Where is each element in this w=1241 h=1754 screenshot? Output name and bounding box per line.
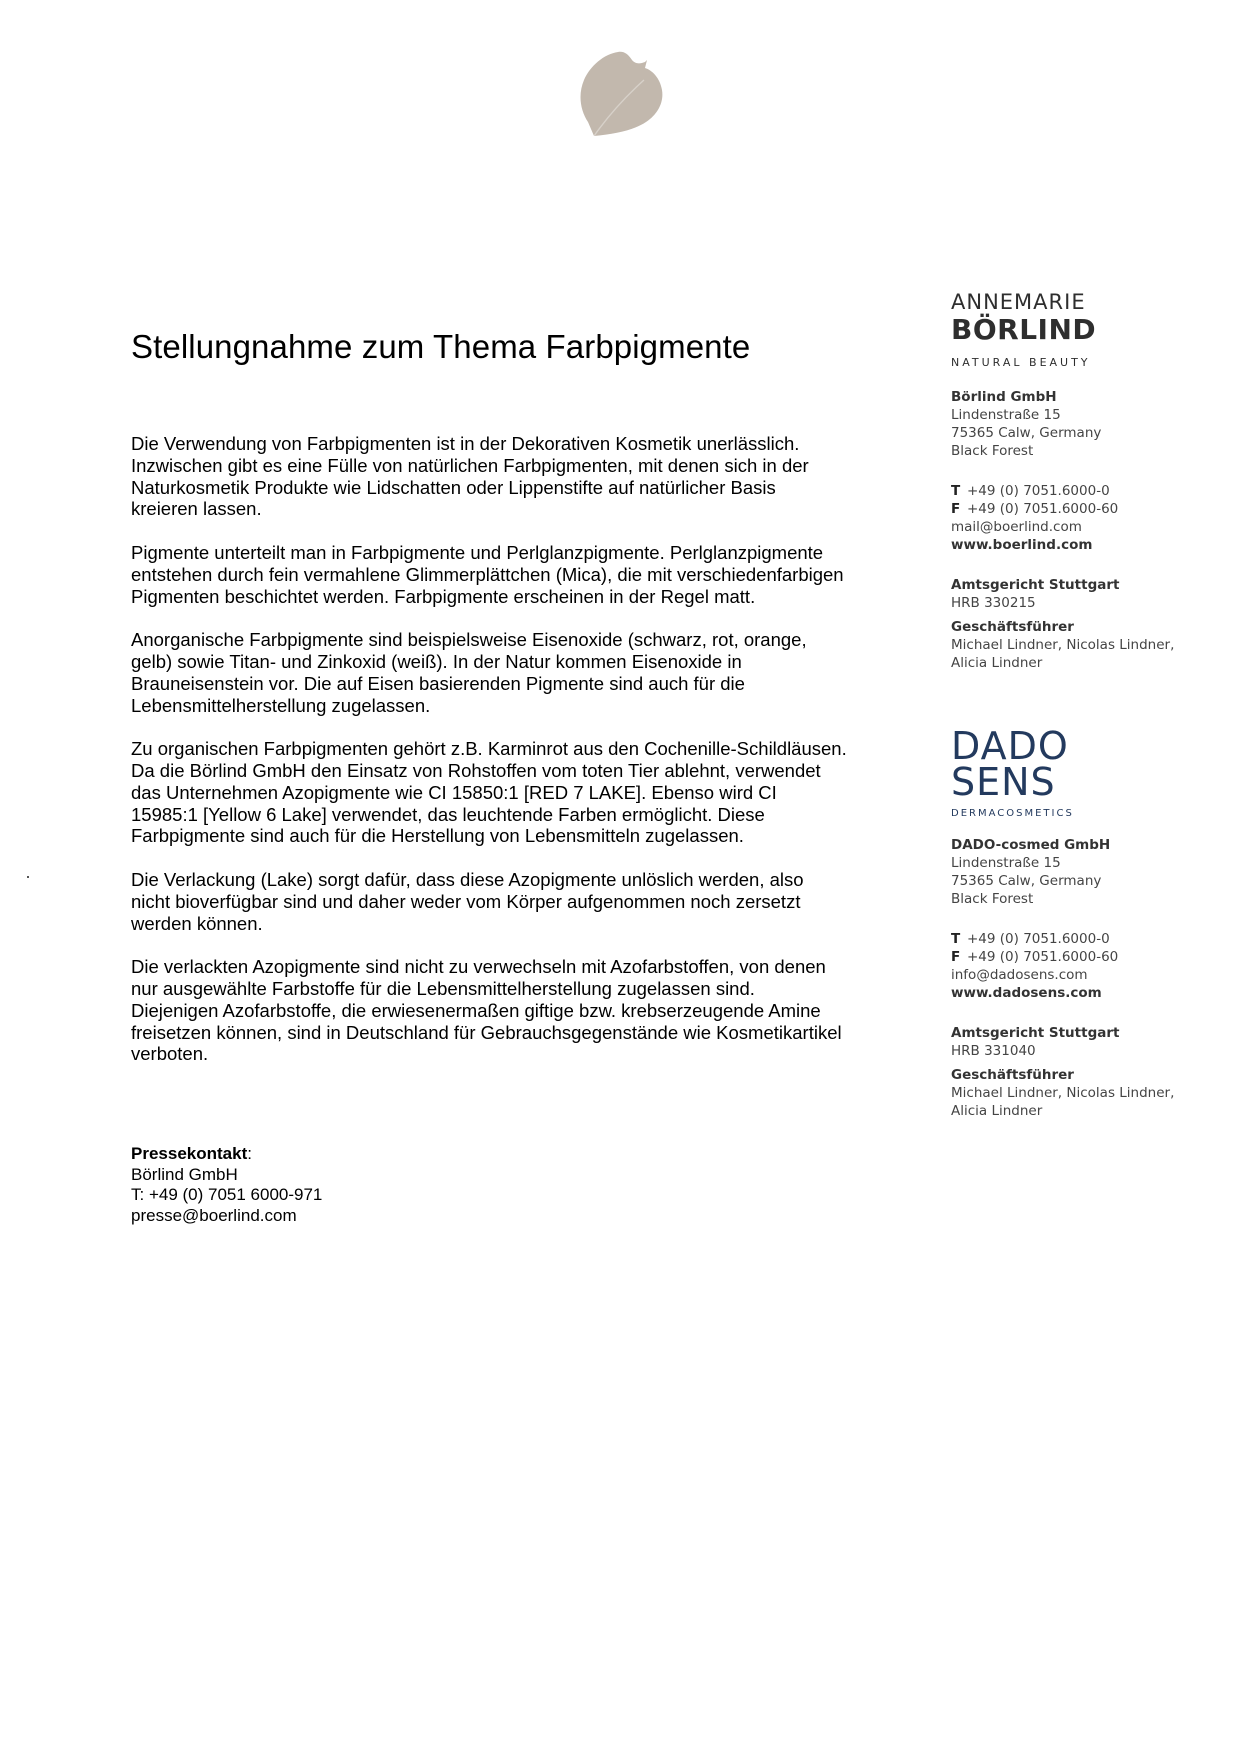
fax-key: F bbox=[951, 501, 961, 517]
boerlind-mail: mail@boerlind.com bbox=[951, 519, 1082, 535]
tel-key: T bbox=[951, 931, 961, 947]
boerlind-ceo-line2: Alicia Lindner bbox=[951, 655, 1043, 671]
boerlind-street: Lindenstraße 15 bbox=[951, 407, 1061, 423]
boerlind-court bbox=[951, 576, 1119, 612]
press-contact bbox=[131, 1144, 322, 1226]
dado-court-label: Amtsgericht Stuttgart bbox=[951, 1025, 1120, 1041]
boerlind-ceo-line1: Michael Lindner, Nicolas Lindner, bbox=[951, 637, 1175, 653]
paragraph: Die Verwendung von Farbpigmenten ist in der Dekorativen Kosmetik unerlässlich. Inzwischen gibt es eine Fülle von natürlichen Farbpigmenten, mit denen sich in der Naturkosmetik Produkte wie Lidschatten oder Lippenstifte auf natürlicher Basis kreieren lassen. bbox=[131, 433, 809, 520]
press-company: Börlind GmbH bbox=[131, 1164, 238, 1184]
paragraph: Anorganische Farbpigmente sind beispielsweise Eisenoxide (schwarz, rot, orange, gelb) sowie Titan- und Zinkoxid (weiß). In der Natur kommen Eisenoxide in Brauneisenstein vor. Die auf Eisen basierenden Pigmente sind auch für die Lebensmittelherstellung zugelassen. bbox=[131, 629, 807, 716]
dado-region: Black Forest bbox=[951, 891, 1034, 907]
dado-city: 75365 Calw, Germany bbox=[951, 873, 1102, 889]
page-title: Stellungnahme zum Thema Farbpigmente bbox=[131, 328, 751, 365]
boerlind-court-label: Amtsgericht Stuttgart bbox=[951, 577, 1120, 593]
dado-street: Lindenstraße 15 bbox=[951, 855, 1061, 871]
dado-court bbox=[951, 1024, 1119, 1060]
boerlind-ceo-label: Geschäftsführer bbox=[951, 619, 1074, 635]
tel-key: T bbox=[951, 483, 961, 499]
dado-fax: +49 (0) 7051.6000-60 bbox=[967, 949, 1119, 965]
dado-ceo-label: Geschäftsführer bbox=[951, 1067, 1074, 1083]
boerlind-region: Black Forest bbox=[951, 443, 1034, 459]
boerlind-logo-line2: BÖRLIND bbox=[951, 313, 1097, 346]
dado-mail: info@dadosens.com bbox=[951, 967, 1088, 983]
dadosens-logo bbox=[951, 724, 1074, 819]
boerlind-tel: +49 (0) 7051.6000-0 bbox=[967, 483, 1110, 499]
paragraph: Zu organischen Farbpigmenten gehört z.B. Karminrot aus den Cochenille-Schildläusen. Da die Börlind GmbH den Einsatz von Rohstoffen vom toten Tier ablehnt, verwendet das Unternehmen Azopigmente wie CI 15850:1 [RED 7 LAKE]. Ebenso wird CI 15985:1 [Yellow 6 Lake] verwendet, das leuchtende Farben ermöglicht. Diese Farbpigmente sind auch für die Herstellung von Lebensmitteln zugelassen. bbox=[131, 738, 847, 847]
dado-company: DADO-cosmed GmbH bbox=[951, 837, 1111, 853]
leaf-logo-icon bbox=[574, 50, 666, 136]
dado-ceo bbox=[951, 1066, 1174, 1120]
boerlind-ceo bbox=[951, 618, 1174, 672]
boerlind-city: 75365 Calw, Germany bbox=[951, 425, 1102, 441]
dado-address bbox=[951, 836, 1110, 908]
dado-ceo-line1: Michael Lindner, Nicolas Lindner, bbox=[951, 1085, 1175, 1101]
boerlind-web: www.boerlind.com bbox=[951, 537, 1093, 553]
boerlind-logo bbox=[951, 290, 1096, 369]
boerlind-logo-tagline: NATURAL BEAUTY bbox=[951, 356, 1091, 369]
fax-key: F bbox=[951, 949, 961, 965]
body-text bbox=[131, 433, 891, 1087]
dado-ceo-line2: Alicia Lindner bbox=[951, 1103, 1043, 1119]
dado-court-no: HRB 331040 bbox=[951, 1043, 1036, 1059]
press-phone: T: +49 (0) 7051 6000-971 bbox=[131, 1185, 323, 1204]
press-contact-label: Pressekontakt bbox=[131, 1144, 248, 1163]
dado-contact bbox=[951, 930, 1118, 1002]
dado-tel: +49 (0) 7051.6000-0 bbox=[967, 931, 1110, 947]
paragraph: Pigmente unterteilt man in Farbpigmente und Perlglanzpigmente. Perlglanzpigmente entstehen durch fein vermahlene Glimmerplättchen (Mica), die mit verschiedenfarbigen Pigmenten beschichtet werden. Farbpigmente erscheinen in der Regel matt. bbox=[131, 541, 844, 607]
paragraph: Die verlackten Azopigmente sind nicht zu verwechseln mit Azofarbstoffen, von denen nur ausgewählte Farbstoffe für die Lebensmittelherstellung zugelassen sind. Diejenigen Azofarbstoffe, die erwiesenermaßen giftige bzw. krebserzeugende Amine freisetzen können, sind in Deutschland für Gebrauchsgegenstände wie Kosmetikartikel verboten. bbox=[131, 956, 842, 1065]
stray-dot bbox=[27, 876, 29, 878]
boerlind-court-no: HRB 330215 bbox=[951, 595, 1036, 611]
dadosens-logo-line1: DADO bbox=[951, 724, 1069, 768]
press-contact-colon: : bbox=[247, 1144, 252, 1163]
dado-web: www.dadosens.com bbox=[951, 985, 1102, 1001]
press-email: presse@boerlind.com bbox=[131, 1205, 297, 1225]
paragraph: Die Verlackung (Lake) sorgt dafür, dass diese Azopigmente unlöslich werden, also nicht bioverfügbar sind und daher weder vom Körper aufgenommen noch zersetzt werden können. bbox=[131, 868, 804, 934]
boerlind-address bbox=[951, 388, 1101, 460]
boerlind-logo-line1: ANNEMARIE bbox=[951, 290, 1086, 314]
dadosens-logo-tagline: DERMACOSMETICS bbox=[951, 808, 1074, 819]
boerlind-fax: +49 (0) 7051.6000-60 bbox=[967, 501, 1119, 517]
dadosens-logo-line2: SENS bbox=[951, 760, 1056, 804]
boerlind-company: Börlind GmbH bbox=[951, 389, 1057, 405]
boerlind-contact bbox=[951, 482, 1118, 554]
